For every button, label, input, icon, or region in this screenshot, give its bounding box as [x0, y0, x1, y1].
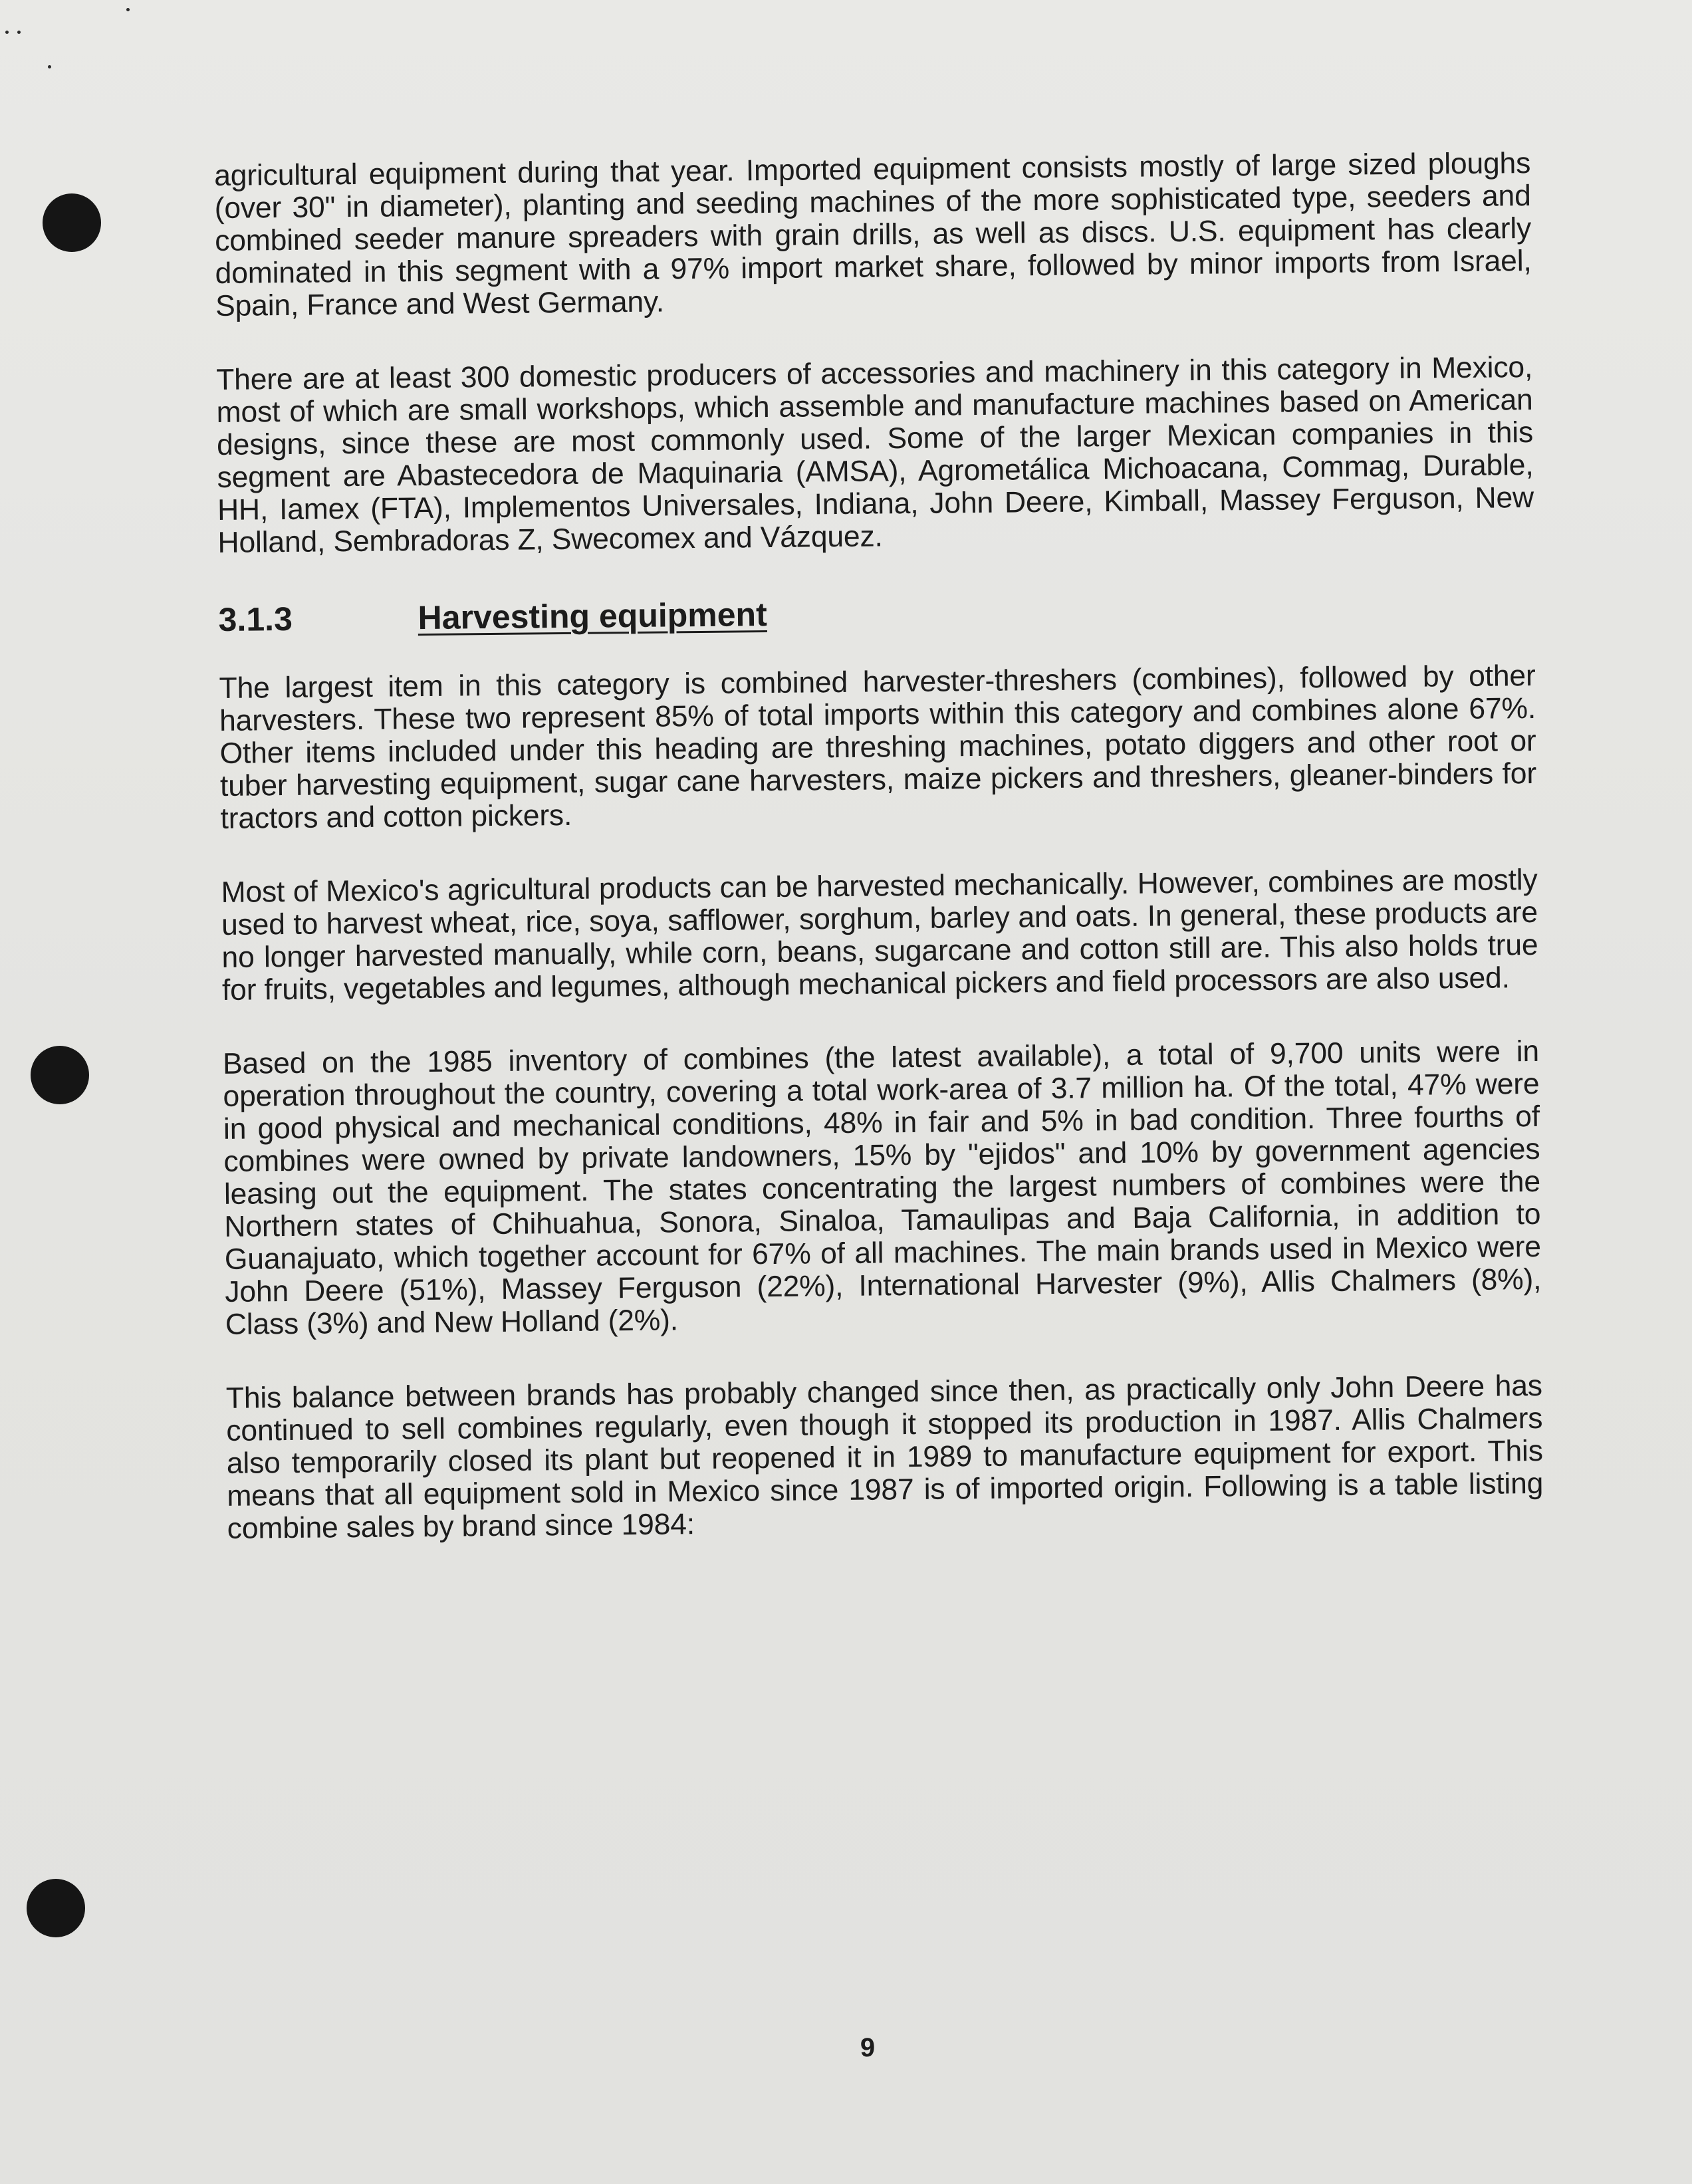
binder-hole-middle: [31, 1046, 89, 1104]
paragraph: Most of Mexico's agricultural products can be harvested mechanically. However, combines are mostly used to harvest wheat, rice, soya, safflower, sorghum, barley and oats. In general, these products are no longer harvested manually, while corn, beans, sugarcane and cotton still are. This also holds true for fruits, vegetables and legumes, although mechanical pickers and field processors are also used.: [221, 863, 1538, 1007]
section-heading: [218, 588, 1534, 639]
section-title: Harvesting equipment: [418, 596, 767, 637]
paragraph: agricultural equipment during that year. Imported equipment consists mostly of large sized ploughs (over 30" in diameter), planting and seeding machines of the more sophisticated type, seeders and combined seeder manure spreaders with grain drills, as well as discs. U.S. equipment has clearly dominated in this segment with a 97% import market share, followed by minor imports from Israel, Spain, France and West Germany.: [214, 146, 1532, 322]
paper-speck: [48, 65, 51, 68]
page-number: 9: [860, 2033, 876, 2062]
document-body: [214, 147, 1544, 1586]
paragraph: Based on the 1985 inventory of combines (the latest available), a total of 9,700 units were in operation throughout the country, covering a total work-area of 3.7 million ha. Of the total, 47% were in good physical and mechanical conditions, 48% in fair and 5% in bad condition. Three fourths of combines were owned by private landowners, 15% by "ejidos" and 10% by government agencies leasing out the equipment. The states concentrating the largest numbers of combines were the Northern states of Chihuahua, Sonora, Sinaloa, Tamaulipas and Baja California, in addition to Guanajuato, which together account for 67% of all machines. The main brands used in Mexico were John Deere (51%), Massey Ferguson (22%), International Harvester (9%), Allis Chalmers (8%), Class (3%) and New Holland (2%).: [222, 1034, 1542, 1341]
section-number: 3.1.3: [218, 600, 293, 638]
paragraph: This balance between brands has probably changed since then, as practically only John Deere has continued to sell combines regularly, even though it stopped its production in 1987. Allis Chalmers also temporarily closed its plant but reopened it in 1989 to manufacture equipment for export. This means that all equipment sold in Mexico since 1987 is of imported origin. Following is a table listing combine sales by brand since 1984:: [225, 1369, 1544, 1545]
paper-speck: [5, 31, 9, 34]
paper-speck: [17, 31, 21, 34]
paper-speck: [126, 8, 130, 11]
binder-hole-bottom: [27, 1879, 85, 1937]
paragraph: There are at least 300 domestic producers of accessories and machinery in this category in Mexico, most of which are small workshops, which assemble and manufacture machines based on American designs, since these are most commonly used. Some of the larger Mexican companies in this segment are Abastecedora de Maquinaria (AMSA), Agrometálica Michoacana, Commag, Durable, HH, Iamex (FTA), Implementos Universales, Indiana, John Deere, Kimball, Massey Ferguson, New Holland, Sembradoras Z, Swecomex and Vázquez.: [215, 350, 1534, 559]
paragraph: The largest item in this category is combined harvester-threshers (combines), followed by other harvesters. These two represent 85% of total imports within this category and combines alone 67%. Other items included under this heading are threshing machines, potato diggers and other root or tuber harvesting equipment, sugar cane harvesters, maize pickers and threshers, gleaner-binders for tractors and cotton pickers.: [219, 659, 1537, 835]
binder-hole-top: [43, 193, 101, 252]
